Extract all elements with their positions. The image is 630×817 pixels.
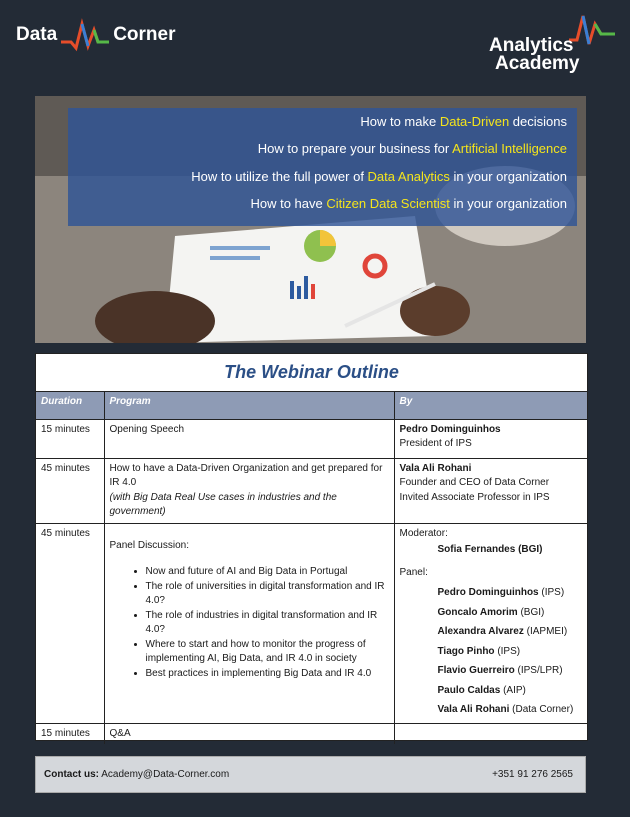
hero-overlay: [68, 108, 577, 226]
program-title: Panel Discussion:: [109, 539, 189, 551]
data-corner-logo: [16, 18, 175, 52]
duration-cell: 15 minutes: [36, 419, 104, 458]
panelist: Tiago Pinho (IPS): [437, 645, 521, 657]
analytics-academy-logo: [486, 10, 621, 74]
table-row: [36, 523, 587, 723]
wave-logo-icon: [569, 10, 615, 50]
program-cell: Opening Speech: [104, 419, 394, 458]
list-item: • Where to start and how to monitor the progress of implementing AI, Big Data, and IR 4.0 in society: [146, 638, 389, 667]
col-program: Program: [104, 392, 394, 419]
by-cell: [394, 419, 587, 458]
moderator-label: Moderator:: [399, 527, 448, 539]
speaker-role: Founder and CEO of Data Corner: [399, 477, 550, 488]
duration-cell: 45 minutes: [36, 458, 104, 523]
topic-list: [110, 565, 389, 681]
hero-line-3: How to utilize the full power of Data Analytics in your organization: [191, 169, 567, 184]
outline-title: The Webinar Outline: [36, 354, 587, 392]
hero-line-4: How to have Citizen Data Scientist in your organization: [250, 196, 567, 211]
moderator-name: Sofia Fernandes (BGI): [437, 544, 543, 555]
panelist-list: [400, 583, 583, 720]
duration-cell: 15 minutes: [36, 723, 104, 744]
table-row: [36, 458, 587, 523]
table-header-row: [36, 392, 587, 419]
panelist: Vala Ali Rohani (Data Corner): [437, 704, 574, 715]
by-cell: [394, 458, 587, 523]
panelist: Paulo Caldas (AIP): [437, 684, 526, 696]
program-note: (with Big Data Real Use cases in industries and the government): [109, 491, 337, 517]
table-row: [36, 723, 587, 744]
logo-text-corner: Corner: [113, 24, 176, 45]
logo-text-data: Data: [16, 24, 58, 45]
duration-cell: 45 minutes: [36, 523, 104, 723]
webinar-outline: [35, 353, 588, 741]
list-item: • Best practices in implementing Big Data and IR 4.0: [146, 667, 389, 682]
contact-label: Contact us:: [44, 769, 99, 780]
contact-phone[interactable]: +351 91 276 2565: [492, 769, 573, 780]
program-title: How to have a Data-Driven Organization and get prepared for IR 4.0: [109, 462, 383, 488]
speaker-role: President of IPS: [399, 438, 472, 449]
list-item: • The role of universities in digital transformation and IR 4.0?: [146, 580, 389, 609]
contact-bar: [35, 756, 586, 793]
hero-line-2: How to prepare your business for Artificial Intelligence: [257, 141, 567, 156]
panel-label: Panel:: [399, 566, 428, 578]
program-cell: [104, 458, 394, 523]
panelist: Alexandra Alvarez (IAPMEI): [437, 626, 568, 637]
speaker-name: Pedro Dominguinhos: [399, 423, 501, 435]
program-cell: [104, 523, 394, 723]
program-cell: Q&A: [104, 723, 394, 744]
panelist: Pedro Dominguinhos (IPS): [437, 587, 565, 598]
list-item: • The role of industries in digital transformation and IR 4.0?: [146, 609, 389, 638]
contact-email[interactable]: Academy@Data-Corner.com: [99, 769, 230, 780]
logo-text-analytics: Analytics: [489, 35, 574, 56]
contact-info: [44, 769, 229, 780]
logo-text-academy: Academy: [495, 53, 580, 74]
speaker-role-2: Invited Associate Professor in IPS: [399, 491, 550, 503]
by-cell: [394, 523, 587, 723]
speaker-name: Vala Ali Rohani: [399, 462, 472, 474]
hero-line-1: How to make Data-Driven decisions: [360, 114, 567, 129]
col-by: By: [394, 392, 587, 419]
panelist: Goncalo Amorim (BGI): [437, 606, 545, 618]
by-cell: [394, 723, 587, 744]
table-row: [36, 419, 587, 458]
wave-logo-icon: [61, 18, 109, 52]
panelist: Flavio Guerreiro (IPS/LPR): [437, 665, 563, 676]
schedule-table: [36, 392, 587, 744]
col-duration: Duration: [36, 392, 104, 419]
hero-banner: [35, 96, 586, 343]
list-item: • Now and future of AI and Big Data in Portugal: [146, 565, 389, 580]
